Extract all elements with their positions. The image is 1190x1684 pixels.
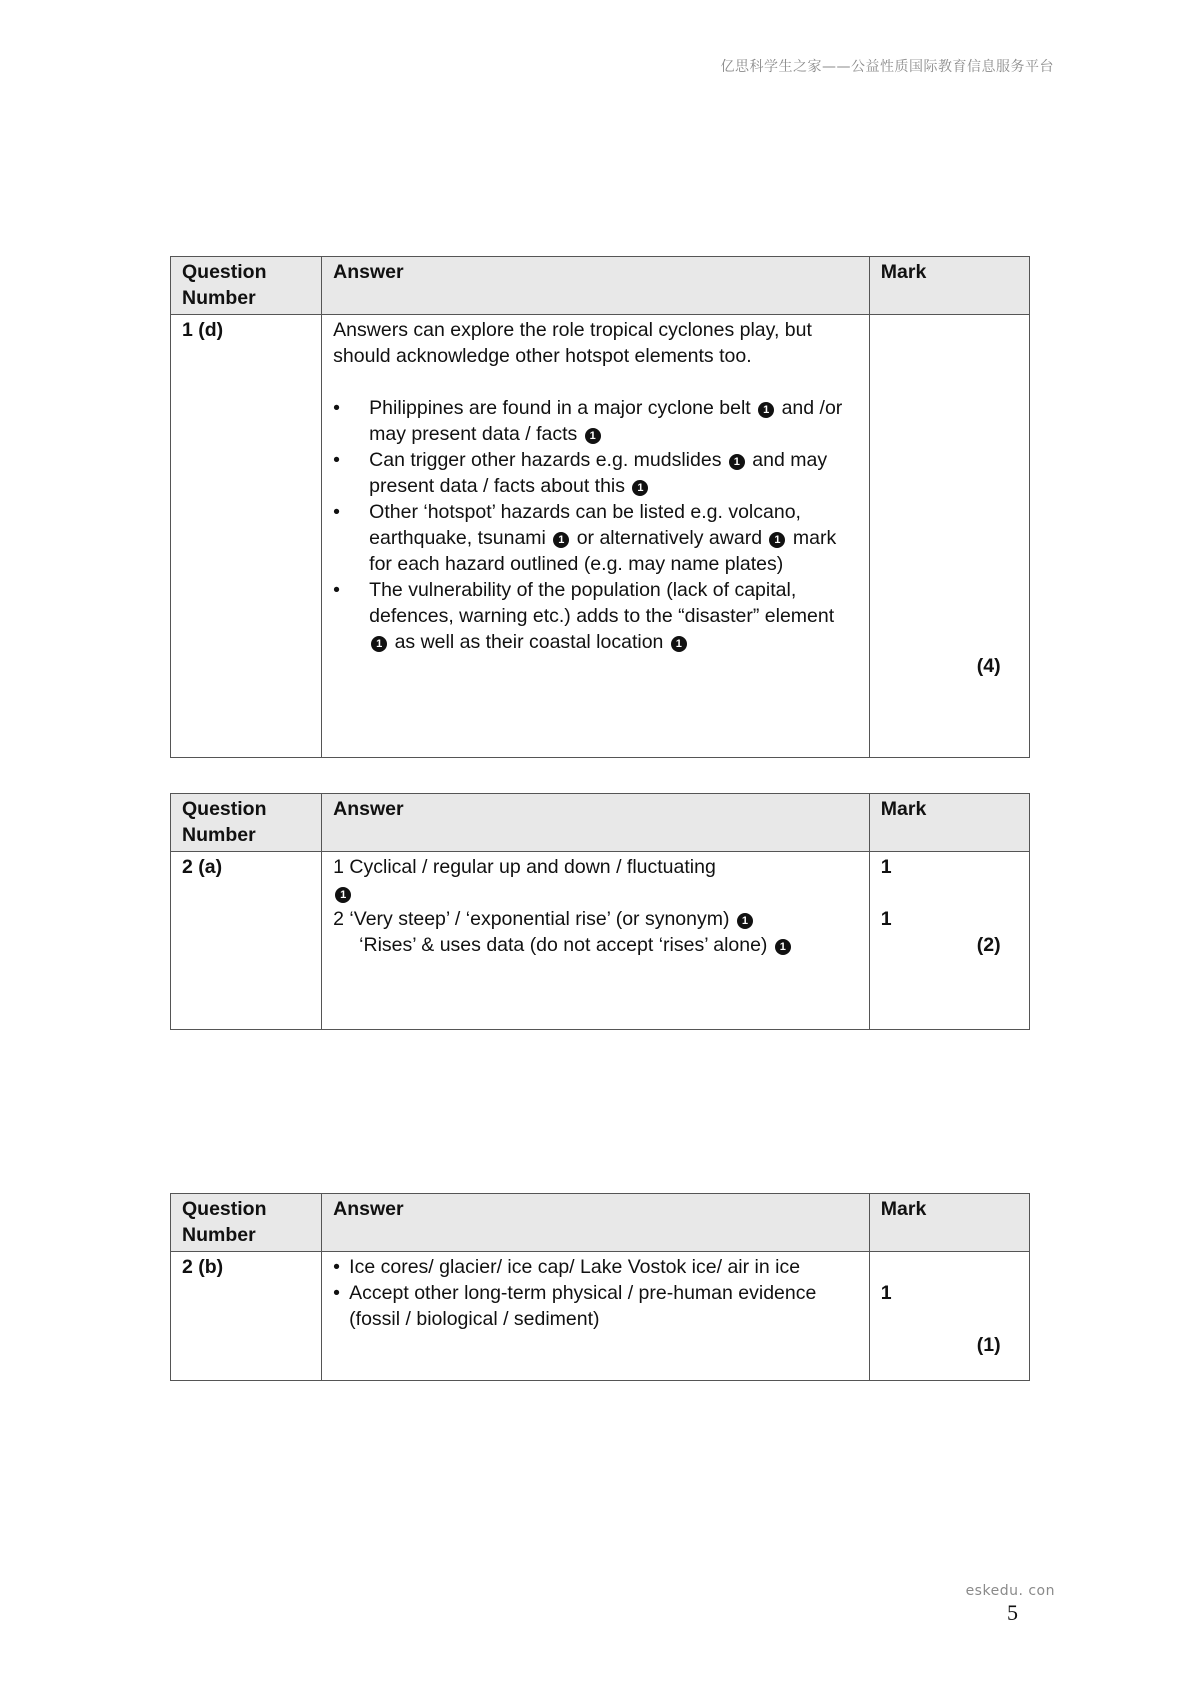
list-item: • Accept other long-term physical / pre-human evidence (fossil / biological / sediment) — [333, 1280, 859, 1332]
mark-header: Mark — [869, 794, 1029, 852]
answer-header: Answer — [322, 1194, 870, 1252]
list-item: • Other ‘hotspot’ hazards can be listed e.g. volcano, earthquake, tsunami 1 or alternatively award 1 mark for each hazard outlined (e.g. may name plates) — [333, 499, 859, 577]
answer-line: ‘Rises’ & uses data (do not accept ‘rises’ alone) 1 — [333, 932, 859, 958]
list-item: • Philippines are found in a major cyclone belt 1 and /or may present data / facts 1 — [333, 395, 859, 447]
mark-cell — [869, 315, 1029, 758]
sub-mark: 1 — [880, 856, 892, 878]
mark-scheme-table-1d — [170, 256, 1030, 758]
answer-cell — [322, 315, 870, 758]
answer-line: 2 ‘Very steep’ / ‘exponential rise’ (or synonym) 1 — [333, 906, 859, 932]
answer-line: 1 Cyclical / regular up and down / fluctuating 1 — [333, 856, 716, 901]
question-number: 2 (a) — [171, 852, 322, 1030]
question-number: 1 (d) — [171, 315, 322, 758]
answer-intro: Answers can explore the role tropical cyclones play, but should acknowledge other hotspot elements too. — [333, 319, 812, 367]
list-item: • Ice cores/ glacier/ ice cap/ Lake Vostok ice/ air in ice — [333, 1254, 859, 1280]
mark-cell — [869, 852, 1029, 1030]
table-row — [171, 1252, 1030, 1381]
mark-cell — [869, 1252, 1029, 1381]
point-marker-icon: 1 — [775, 939, 791, 955]
mark-header: Mark — [869, 1194, 1029, 1252]
table-header-row — [171, 257, 1030, 315]
point-marker-icon: 1 — [371, 636, 387, 652]
table-header-row — [171, 794, 1030, 852]
answer-cell — [322, 852, 870, 1030]
list-item: • The vulnerability of the population (lack of capital, defences, warning etc.) adds to the “disaster” element 1 as well as their coastal location 1 — [333, 577, 859, 655]
sub-mark: 1 — [880, 1282, 892, 1304]
answer-cell — [322, 1252, 870, 1381]
point-marker-icon: 1 — [632, 480, 648, 496]
mark-scheme-table-2b — [170, 1193, 1030, 1381]
answer-header: Answer — [322, 257, 870, 315]
answer-header: Answer — [322, 794, 870, 852]
point-marker-icon: 1 — [671, 636, 687, 652]
question-number-header: Question Number — [171, 1194, 322, 1252]
question-number-header: Question Number — [171, 794, 322, 852]
footer-site: eskedu. con — [965, 1583, 1055, 1599]
question-number: 2 (b) — [171, 1252, 322, 1381]
point-marker-icon: 1 — [729, 454, 745, 470]
answer-bullets — [333, 395, 859, 655]
point-marker-icon: 1 — [758, 402, 774, 418]
header-note: 亿思科学生之家——公益性质国际教育信息服务平台 — [720, 59, 1054, 75]
total-mark: (4) — [976, 655, 1001, 677]
total-mark: (1) — [976, 1334, 1001, 1356]
point-marker-icon: 1 — [769, 532, 785, 548]
point-marker-icon: 1 — [335, 887, 351, 903]
table-row — [171, 315, 1030, 758]
mark-header: Mark — [869, 257, 1029, 315]
page-number: 5 — [1007, 1600, 1018, 1625]
table-header-row — [171, 1194, 1030, 1252]
point-marker-icon: 1 — [737, 913, 753, 929]
point-marker-icon: 1 — [585, 428, 601, 444]
table-row — [171, 852, 1030, 1030]
total-mark: (2) — [976, 934, 1001, 956]
point-marker-icon: 1 — [553, 532, 569, 548]
list-item: • Can trigger other hazards e.g. mudslides 1 and may present data / facts about this 1 — [333, 447, 859, 499]
mark-scheme-table-2a — [170, 793, 1030, 1030]
question-number-header: Question Number — [171, 257, 322, 315]
sub-mark: 1 — [880, 908, 892, 930]
answer-bullets — [333, 1254, 859, 1332]
